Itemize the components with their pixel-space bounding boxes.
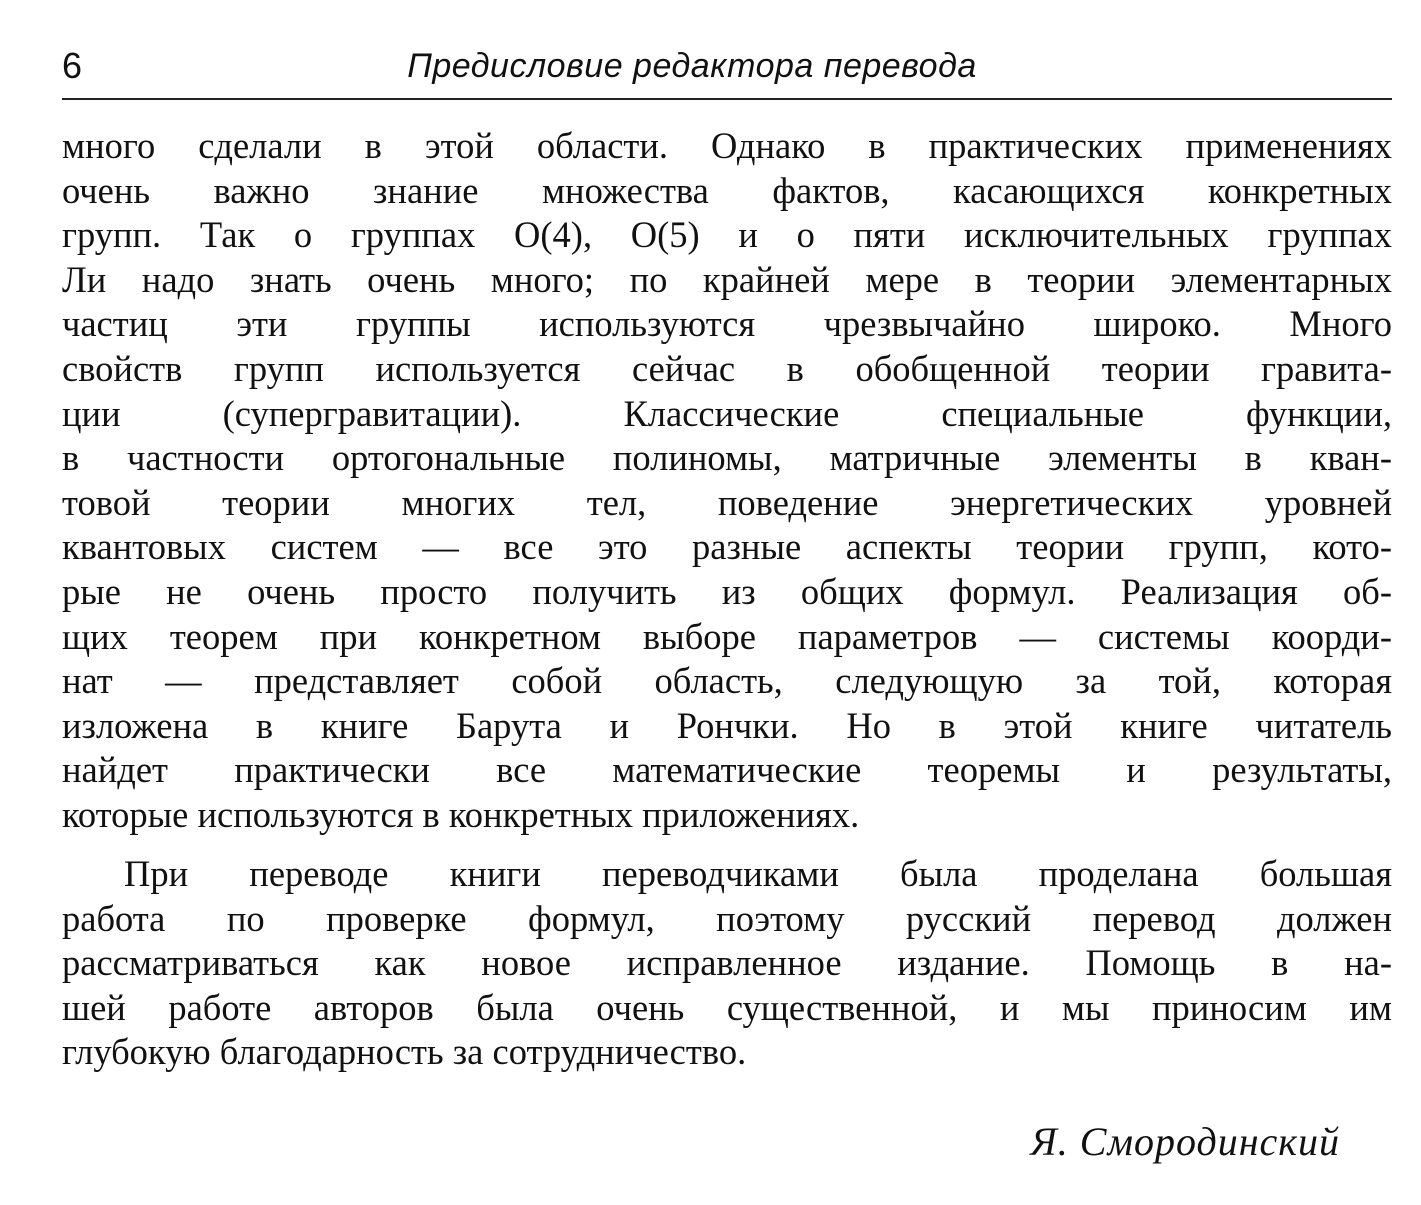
page-header — [62, 42, 1392, 94]
text-line: свойств групп используется сейчас в обобщенной теории гравита- — [62, 347, 1392, 389]
text-line: работа по проверке формул, поэтому русский перевод должен — [62, 897, 1392, 939]
author-signature: Я. Смородинский — [1030, 1119, 1340, 1164]
text-line: которые используются в конкретных приложениях. — [62, 793, 860, 835]
text-line: рые не очень просто получить из общих формул. Реализация об- — [62, 570, 1392, 612]
text-line: квантовых систем — все это разные аспекты теории групп, кото- — [62, 526, 1392, 568]
text-line: ции (супергравитации). Классические специальные функции, — [62, 392, 1392, 434]
paragraph-2 — [62, 852, 1392, 1075]
text-line: При переводе книги переводчиками была проделана большая — [124, 853, 1392, 894]
paragraph-1 — [62, 124, 1392, 838]
text-line: найдет практически все математические теоремы и результаты, — [62, 749, 1392, 791]
header-rule — [62, 98, 1392, 100]
text-line: много сделали в этой области. Однако в практических применениях — [62, 125, 1392, 166]
text-line: щих теорем при конкретном выборе параметров — системы коорди- — [62, 615, 1392, 657]
text-line: Ли надо знать очень много; по крайней мере в теории элементарных — [62, 258, 1392, 300]
text-line: очень важно знание множества фактов, касающихся конкретных — [62, 169, 1392, 211]
text-line: групп. Так о группах O(4), O(5) и о пяти исключительных группах — [62, 214, 1392, 256]
text-line: глубокую благодарность за сотрудничество. — [62, 1031, 747, 1073]
text-line: частиц эти группы используются чрезвычайно широко. Много — [62, 303, 1392, 345]
text-line: в частности ортогональные полиномы, матричные элементы в кван- — [62, 437, 1392, 479]
text-line: шей работе авторов была очень существенной, и мы приносим им — [62, 986, 1392, 1028]
text-line: изложена в книге Барута и Рончки. Но в этой книге читатель — [62, 704, 1392, 746]
page-number: 6 — [62, 45, 83, 86]
text-line: рассматриваться как новое исправленное издание. Помощь в на- — [62, 942, 1392, 984]
text-line: нат — представляет собой область, следующую за той, которая — [62, 660, 1392, 702]
text-line: товой теории многих тел, поведение энергетических уровней — [62, 481, 1392, 523]
running-title: Предисловие редактора перевода — [407, 47, 977, 85]
